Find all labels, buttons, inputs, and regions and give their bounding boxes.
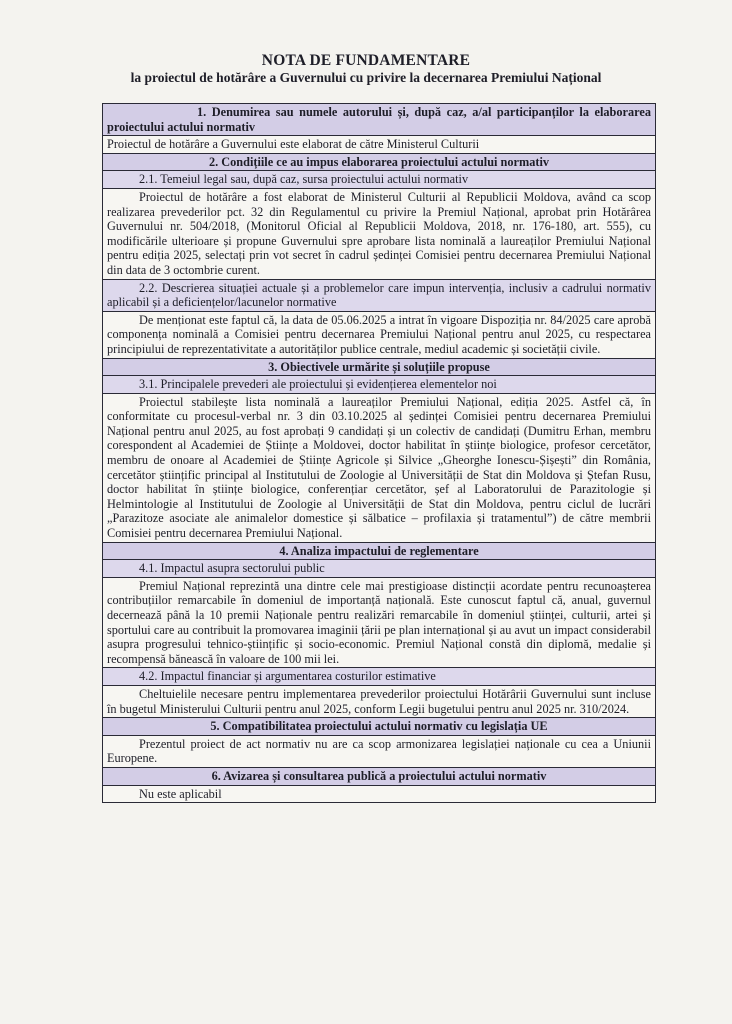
subsection-4-1-heading: 4.1. Impactul asupra sectorului public	[103, 560, 655, 578]
section-3-heading: 3. Obiectivele urmărite și soluțiile propuse	[103, 359, 655, 377]
subsection-2-1-text: Proiectul de hotărâre a fost elaborat de Ministerul Culturii al Republicii Moldova, având ca scop realizarea prevederilor pct. 32 din Regulamentul cu privire la Premiul Național, aprobat prin Hotărârea Guvernului nr. 504/2018, (Monitorul Oficial al Republicii Moldova, 2018, nr. 176-180, art. 555), cu modificările ulterioare și propune Guvernului spre aprobare lista nominală a laureaților Premiului Național pentru ediția 2025, selectați prin vot secret în cadrul ședinței Comisiei pentru decernarea Premiului Național din data de 3 octombrie curent.	[103, 189, 655, 280]
subsection-3-1-text: Proiectul stabilește lista nominală a laureaților Premiului Național, ediția 2025. Astfel că, în conformitate cu procesul-verbal nr. 3 din 03.10.2025 al ședinței Comisiei pentru decernarea Premiului Național pentru anul 2025, au fost aprobați 9 candidați și un colectiv de candidați (Dumitru Erhan, membru corespondent al Academiei de Științe a Moldovei, doctor habilitat în științe biologice, profesor cercetător, membru de onoare al Academiei de Științe Agricole și Silvice „Gheorghe Ionescu-Șișești” din România, cercetător științific principal al Institutului de Zoologie al Universității de Stat din Moldova și Ștefan Rusu, doctor habilitat în științe biologice, conferențiar cercetător, șef al Laboratorului de Parazitologie și Helmintologie al Institutului de Zoologie al Universității de Stat din Moldova, pentru ciclul de lucrări „Parazitoze asociate ale animalelor domestice și sălbatice – profilaxia și tratamentul”) de către membrii Comisiei pentru decernarea Premiului Național.	[103, 394, 655, 543]
subsection-4-2-text: Cheltuielile necesare pentru implementarea prevederilor proiectului Hotărârii Guvernului sunt incluse în bugetul Ministerului Culturii pentru anul 2025, conform Legii bugetului pentru anul 2025 nr. 310/2024.	[103, 686, 655, 718]
subsection-2-2-heading: 2.2. Descrierea situației actuale și a problemelor care impun intervenția, inclusiv a cadrului normativ aplicabil și a deficiențelor/lacunelor normative	[103, 280, 655, 312]
section-5-heading: 5. Compatibilitatea proiectului actului normativ cu legislația UE	[103, 718, 655, 736]
document-title: NOTA DE FUNDAMENTARE	[261, 52, 471, 69]
subsection-3-1-heading: 3.1. Principalele prevederi ale proiectului și evidențierea elementelor noi	[103, 376, 655, 394]
section-6-heading: 6. Avizarea și consultarea publică a proiectului actului normativ	[103, 768, 655, 786]
content-table	[102, 103, 656, 803]
section-4-heading: 4. Analiza impactului de reglementare	[103, 543, 655, 561]
subsection-4-1-text: Premiul Național reprezintă una dintre cele mai prestigioase distincții acordate pentru recunoașterea contribuțiilor remarcabile în domeniul de importanță națională. Este cunoscut faptul că, anual, guvernul decernează până la 10 premii Naționale pentru realizări remarcabile în domeniul științei, culturii, artei și sportului care au contribuit la promovarea imaginii țării pe plan internațional și au avut un impact considerabil asupra progresului tehnico-științific și socio-economic. Premiul Național constă din diplomă, medalie și recompensă bănească în valoare de 100 mii lei.	[103, 578, 655, 669]
subsection-2-2-text: De menționat este faptul că, la data de 05.06.2025 a intrat în vigoare Dispoziția nr. 84/2025 care aprobă componența nominală a Comisiei pentru decernarea Premiului Național pentru anul 2025, cu respectarea principiului de reprezentativitate a autorităților publice centrale, mediul academic și societății civile.	[103, 312, 655, 359]
subsection-4-2-heading: 4.2. Impactul financiar și argumentarea costurilor estimative	[103, 668, 655, 686]
document-subtitle: la proiectul de hotărâre a Guvernului cu privire la decernarea Premiului Național	[130, 70, 602, 85]
section-1-text: Proiectul de hotărâre a Guvernului este elaborat de către Ministerul Culturii	[103, 136, 655, 154]
section-5-text: Prezentul proiect de act normativ nu are ca scop armonizarea legislației naționale cu cea a Uniunii Europene.	[103, 736, 655, 768]
section-6-text: Nu este aplicabil	[103, 786, 655, 804]
section-2-heading: 2. Condițiile ce au impus elaborarea proiectului actului normativ	[103, 154, 655, 172]
subsection-2-1-heading: 2.1. Temeiul legal sau, după caz, sursa proiectului actului normativ	[103, 171, 655, 189]
section-1-heading: 1. Denumirea sau numele autorului și, după caz, a/al participanților la elaborarea proiectului actului normativ	[103, 104, 655, 136]
